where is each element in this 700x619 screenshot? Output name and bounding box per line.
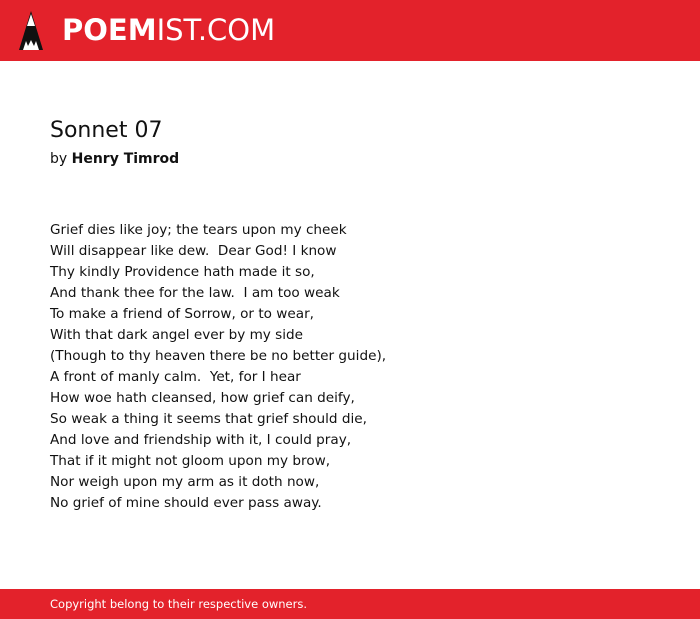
author-name: Henry Timrod [71, 151, 180, 167]
poem-line: No grief of mine should ever pass away. [50, 495, 322, 511]
poem-line: A front of manly calm. Yet, for I hear [50, 369, 301, 385]
poem-line: Grief dies like joy; the tears upon my cheek [50, 222, 347, 238]
poem-line: (Though to thy heaven there be no better guide), [50, 348, 387, 364]
poem-line: Nor weigh upon my arm as it doth now, [50, 474, 320, 490]
poem-line: So weak a thing it seems that grief should die, [50, 411, 367, 427]
poem-line: Will disappear like dew. Dear God! I know [50, 243, 337, 259]
logo-wordmark-light: IST.COM [156, 13, 276, 47]
poem-byline [50, 150, 179, 168]
logo-wordmark-bold: POEM [62, 13, 157, 47]
poem-line: With that dark angel ever by my side [50, 327, 304, 343]
poem-line: That if it might not gloom upon my brow, [50, 453, 331, 469]
poem-line: Thy kindly Providence hath made it so, [50, 264, 315, 280]
by-label: by [50, 151, 68, 167]
pencil-tip-icon [18, 10, 44, 52]
poem-title: Sonnet 07 [50, 118, 163, 143]
copyright-notice: Copyright belong to their respective owners. [50, 597, 308, 611]
site-header [0, 0, 700, 61]
poem-line: To make a friend of Sorrow, or to wear, [50, 306, 315, 322]
poem-line: How woe hath cleansed, how grief can deify, [50, 390, 355, 406]
poem-body [50, 220, 650, 514]
site-footer [0, 589, 700, 619]
site-logo[interactable] [62, 12, 275, 48]
poem-line: And love and friendship with it, I could pray, [50, 432, 352, 448]
poem-line: And thank thee for the law. I am too weak [50, 285, 340, 301]
